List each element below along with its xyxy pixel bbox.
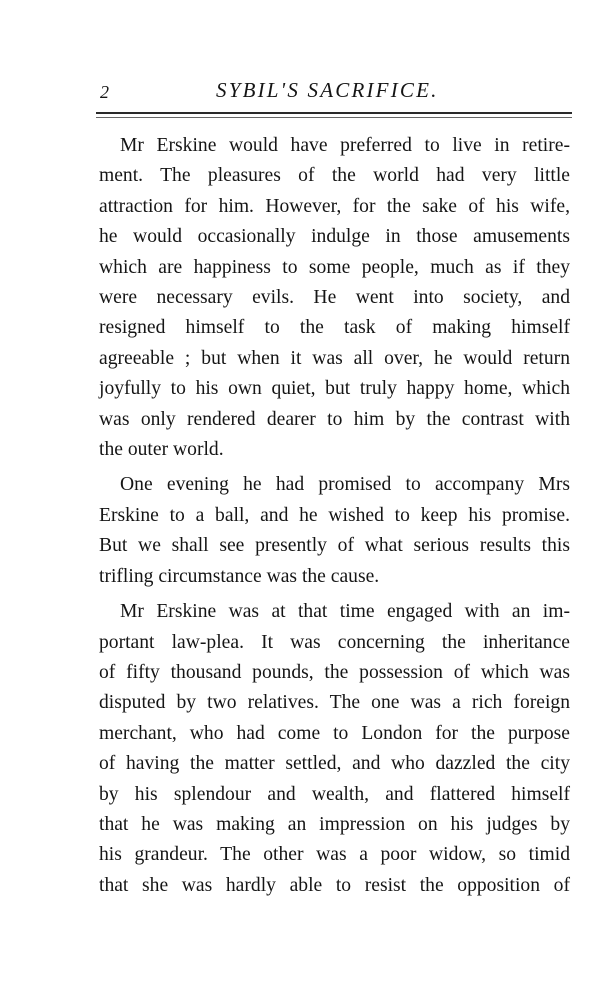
text-line: the outer world. bbox=[99, 439, 224, 461]
paragraph bbox=[99, 597, 570, 901]
text-line: Mr Erskine was at that time engaged with an im- bbox=[120, 601, 570, 623]
text-line: which are happiness to some people, much as if they bbox=[99, 256, 570, 278]
text-line: was only rendered dearer to him by the contrast with bbox=[99, 408, 570, 430]
text-line: by his splendour and wealth, and flattered himself bbox=[99, 783, 570, 805]
text-line: ment. The pleasures of the world had very little bbox=[99, 165, 570, 187]
text-line: that he was making an impression on his judges by bbox=[99, 813, 570, 835]
text-line: he would occasionally indulge in those amusements bbox=[99, 226, 570, 248]
page-header bbox=[96, 76, 570, 106]
paragraph bbox=[99, 470, 570, 592]
text-line: agreeable ; but when it was all over, he would return bbox=[99, 347, 570, 369]
text-line: merchant, who had come to London for the purpose bbox=[99, 722, 570, 744]
text-line: resigned himself to the task of making himself bbox=[99, 317, 570, 339]
body-text bbox=[99, 131, 570, 901]
text-line: joyfully to his own quiet, but truly happy home, which bbox=[99, 378, 570, 400]
text-line: Mr Erskine would have preferred to live in retire- bbox=[120, 135, 570, 156]
text-line: trifling circumstance was the cause. bbox=[99, 565, 380, 587]
text-line: disputed by two relatives. The one was a rich foreign bbox=[99, 692, 570, 714]
running-title: SYBIL'S SACRIFICE. bbox=[216, 78, 439, 102]
text-line: But we shall see presently of what serious results this bbox=[99, 535, 570, 557]
header-rule bbox=[96, 112, 572, 114]
header-rule-thin bbox=[96, 117, 572, 118]
page-number: 2 bbox=[100, 82, 109, 102]
paragraph bbox=[99, 131, 570, 465]
text-line: his grandeur. The other was a poor widow, so timid bbox=[99, 844, 570, 866]
text-line: of having the matter settled, and who dazzled the city bbox=[99, 753, 570, 775]
text-line: that she was hardly able to resist the opposition of bbox=[99, 874, 570, 896]
text-line: were necessary evils. He went into society, and bbox=[99, 287, 570, 309]
text-line: portant law-plea. It was concerning the inheritance bbox=[99, 631, 570, 653]
text-line: One evening he had promised to accompany Mrs bbox=[120, 474, 570, 496]
text-line: of fifty thousand pounds, the possession of which was bbox=[99, 661, 570, 683]
text-line: Erskine to a ball, and he wished to keep his promise. bbox=[99, 504, 570, 526]
text-line: attraction for him. However, for the sake of his wife, bbox=[99, 195, 570, 217]
